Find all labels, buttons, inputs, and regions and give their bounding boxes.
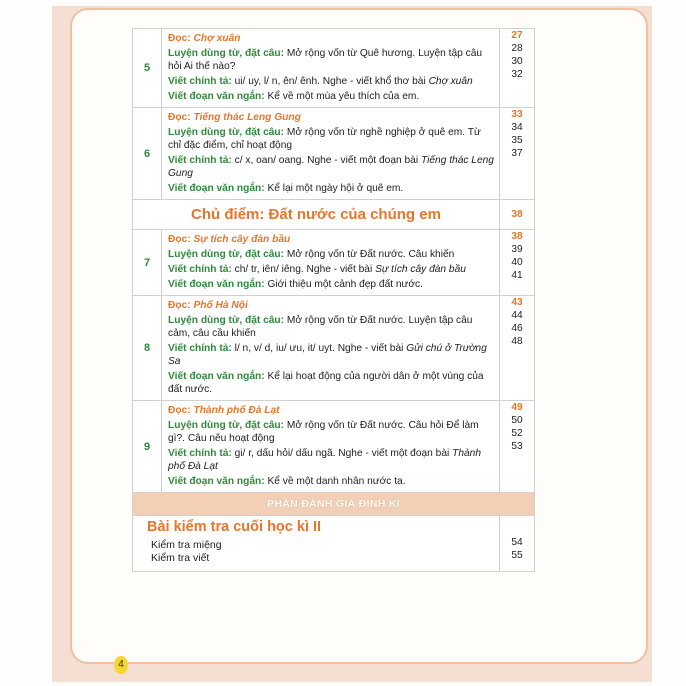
activity-label: Viết đoạn văn ngắn: <box>168 371 265 382</box>
activity-label: Luyện dùng từ, đặt câu: <box>168 315 285 326</box>
activity-label: Luyện dùng từ, đặt câu: <box>168 249 285 260</box>
reading-label: Đọc: <box>168 234 191 245</box>
reading-title: Sự tích cây đàn bầu <box>193 234 291 245</box>
page-ref: 35 <box>511 135 523 146</box>
page-ref: 53 <box>511 441 523 452</box>
activity-text: Mở rộng vốn từ Quê hương. Luyện tập câu hỏi Ai thế nào? <box>168 48 483 72</box>
activity-label: Viết chính tả: <box>168 155 232 166</box>
lesson-pages <box>500 108 535 200</box>
page-ref: 33 <box>511 109 523 120</box>
page-ref: 44 <box>511 310 523 321</box>
theme-row <box>133 200 535 230</box>
activity-line <box>168 47 494 73</box>
page-ref: 46 <box>511 323 523 334</box>
final-exam-title: Bài kiểm tra cuối học kì II <box>147 519 322 535</box>
activity-label: Viết đoạn văn ngắn: <box>168 183 265 194</box>
activity-line <box>168 419 494 445</box>
activity-line <box>168 475 494 488</box>
activity-label: Viết chính tả: <box>168 343 232 354</box>
activity-title: Thành phố Đà Lạt <box>168 448 482 472</box>
activity-text: Kể lại một ngày hội ở quê em. <box>267 183 404 194</box>
page-ref: 38 <box>511 231 523 242</box>
lesson-pages <box>500 29 535 108</box>
lesson-number: 5 <box>133 29 162 108</box>
table-of-contents <box>132 28 535 572</box>
activity-text: Kể lại hoạt động của người dân ở một vùng của đất nước. <box>168 371 484 395</box>
final-exam-item: Kiểm tra viết <box>151 552 210 564</box>
page-ref: 50 <box>511 415 523 426</box>
lesson-content <box>162 401 500 493</box>
reading-line <box>168 233 494 246</box>
assessment-band-row <box>133 493 535 516</box>
reading-label: Đọc: <box>168 112 191 123</box>
theme-title: Chủ điểm: Đất nước của chúng em <box>133 200 500 230</box>
activity-line <box>168 370 494 396</box>
activity-text: Mở rộng vốn từ Đất nước. Câu khiến <box>286 249 455 260</box>
reading-title: Thành phố Đà Lạt <box>193 405 280 416</box>
activity-text: Kể về một danh nhân nước ta. <box>267 476 406 487</box>
activity-line <box>168 182 494 195</box>
page-ref: 38 <box>511 209 523 220</box>
activity-text: gi/ r, dấu hỏi/ dấu ngã. Nghe - viết một đoạn bài <box>234 448 450 459</box>
activity-text: ui/ uy, l/ n, ên/ ênh. Nghe - viết khổ thơ bài <box>234 76 426 87</box>
page-ref: 48 <box>511 336 523 347</box>
activity-line <box>168 126 494 152</box>
lesson-content <box>162 29 500 108</box>
activity-text: Mở rộng vốn từ Đất nước. Luyện tập câu cảm, câu cầu khiến <box>168 315 473 339</box>
reading-line <box>168 404 494 417</box>
lesson-number: 8 <box>133 296 162 401</box>
reading-line <box>168 111 494 124</box>
lesson-content <box>162 230 500 296</box>
activity-label: Luyện dùng từ, đặt câu: <box>168 48 285 59</box>
page-ref: 43 <box>511 297 523 308</box>
lesson-number: 6 <box>133 108 162 200</box>
page-ref: 49 <box>511 402 523 413</box>
lesson-pages <box>500 296 535 401</box>
reading-title: Phố Hà Nội <box>193 300 248 311</box>
activity-label: Viết chính tả: <box>168 76 232 87</box>
activity-line <box>168 154 494 180</box>
activity-text: ch/ tr, iên/ iêng. Nghe - viết bài <box>234 264 373 275</box>
activity-title: Gửi chú ở Trường Sa <box>168 343 487 367</box>
activity-text: c/ x, oan/ oang. Nghe - viết một đoạn bài <box>234 155 419 166</box>
lesson-row <box>133 296 535 401</box>
activity-line <box>168 90 494 103</box>
lesson-pages <box>500 230 535 296</box>
final-exam-pages <box>500 516 535 572</box>
final-exam-content <box>133 516 500 572</box>
reading-line <box>168 32 494 45</box>
activity-line <box>168 263 494 276</box>
reading-title: Chợ xuân <box>193 33 241 44</box>
page-ref: 30 <box>511 56 523 67</box>
reading-title: Tiếng thác Leng Gung <box>193 112 301 123</box>
activity-label: Luyện dùng từ, đặt câu: <box>168 420 285 431</box>
activity-text: Giới thiệu một cảnh đẹp đất nước. <box>267 279 423 290</box>
page-ref: 28 <box>511 43 523 54</box>
reading-label: Đọc: <box>168 300 191 311</box>
lesson-number: 9 <box>133 401 162 493</box>
assessment-band-title: PHẦN ĐÁNH GIÁ ĐỊNH KÌ <box>133 493 535 516</box>
page-ref: 40 <box>511 257 523 268</box>
lesson-row <box>133 401 535 493</box>
lesson-row <box>133 29 535 108</box>
final-exam-row <box>133 516 535 572</box>
activity-title: Sự tích cây đàn bầu <box>375 264 466 275</box>
lesson-row <box>133 108 535 200</box>
activity-label: Viết chính tả: <box>168 448 232 459</box>
activity-label: Viết đoạn văn ngắn: <box>168 91 265 102</box>
page-ref: 41 <box>511 270 523 281</box>
page-ref: 52 <box>511 428 523 439</box>
activity-text: Mở rộng vốn từ nghề nghiệp ở quê em. Từ chỉ đặc điểm, chỉ hoạt động <box>168 127 481 151</box>
activity-line <box>168 248 494 261</box>
page-ref: 37 <box>511 148 523 159</box>
activity-label: Viết đoạn văn ngắn: <box>168 476 265 487</box>
page-ref: 34 <box>511 122 523 133</box>
activity-text: Kể về một mùa yêu thích của em. <box>267 91 420 102</box>
activity-line <box>168 314 494 340</box>
activity-label: Viết đoạn văn ngắn: <box>168 279 265 290</box>
lesson-pages <box>500 401 535 493</box>
activity-line <box>168 342 494 368</box>
activity-label: Luyện dùng từ, đặt câu: <box>168 127 285 138</box>
reading-line <box>168 299 494 312</box>
activity-title: Chợ xuân <box>428 76 473 87</box>
lesson-content <box>162 108 500 200</box>
activity-line <box>168 75 494 88</box>
activity-title: Tiếng thác Leng Gung <box>168 155 494 179</box>
page-ref: 32 <box>511 69 523 80</box>
page-number-badge: 4 <box>114 656 128 674</box>
reading-label: Đọc: <box>168 405 191 416</box>
activity-line <box>168 278 494 291</box>
activity-line <box>168 447 494 473</box>
page-ref: 27 <box>511 30 523 41</box>
page-ref: 39 <box>511 244 523 255</box>
lesson-row <box>133 230 535 296</box>
lesson-number: 7 <box>133 230 162 296</box>
page-ref: 55 <box>511 550 523 561</box>
lesson-content <box>162 296 500 401</box>
final-exam-item: Kiểm tra miệng <box>151 539 222 551</box>
activity-label: Viết chính tả: <box>168 264 232 275</box>
activity-text: Mở rộng vốn từ Đất nước. Câu hỏi Để làm gì?. Câu nêu hoạt động <box>168 420 479 444</box>
reading-label: Đọc: <box>168 33 191 44</box>
activity-text: l/ n, v/ d, iu/ ưu, it/ uyt. Nghe - viết bài <box>234 343 404 354</box>
theme-pages <box>500 200 535 230</box>
page-ref: 54 <box>511 537 523 548</box>
